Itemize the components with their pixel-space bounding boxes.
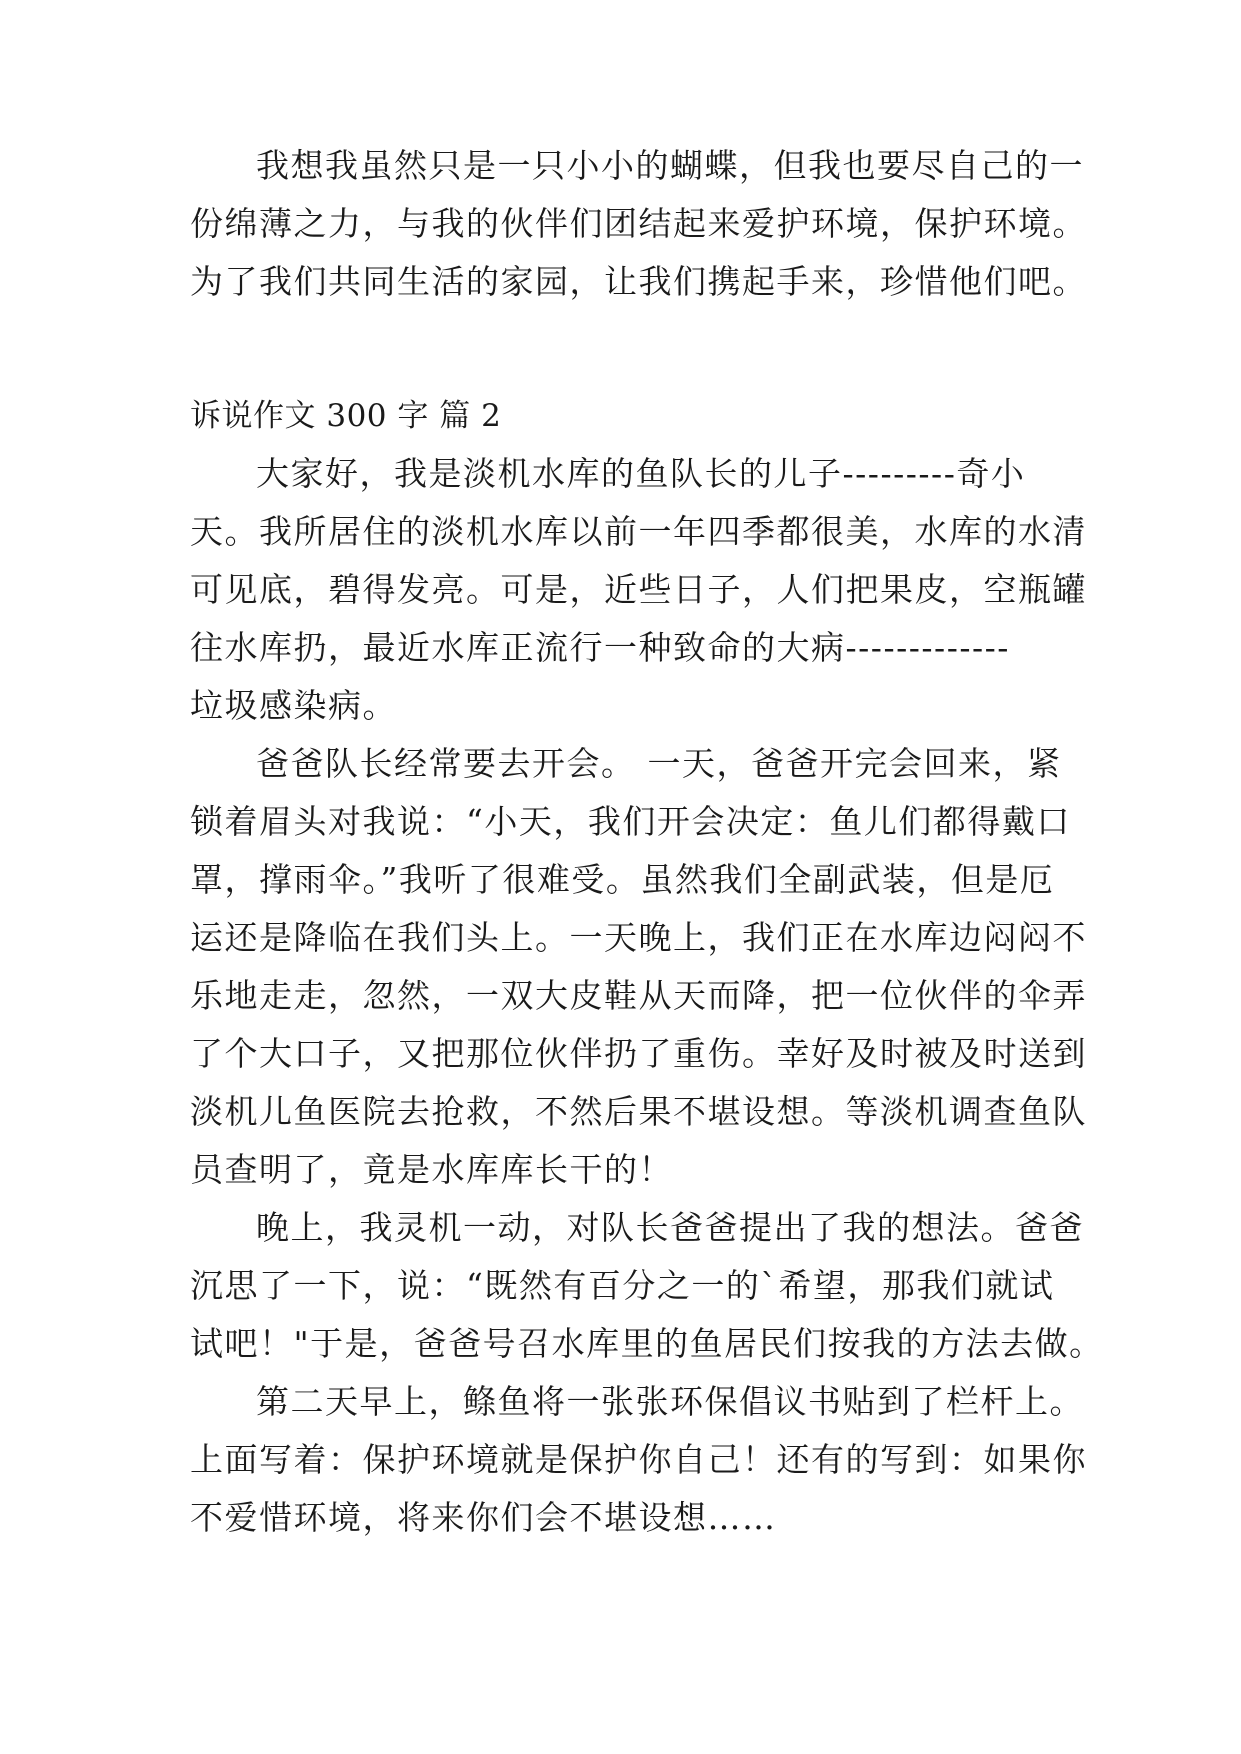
paragraph-4-line-1: 晚上，我灵机一动，对队长爸爸提出了我的想法。爸爸 xyxy=(256,1208,1084,1247)
paragraph-4-line-2: 沉思了一下，说：“既然有百分之一的`希望，那我们就试 xyxy=(190,1266,1055,1305)
paragraph-5-line-2: 上面写着：保护环境就是保护你自己！还有的写到：如果你 xyxy=(190,1440,1087,1479)
paragraph-2-line-4: 往水库扔，最近水库正流行一种致命的大病------------- xyxy=(190,628,1010,667)
paragraph-3-line-1: 爸爸队长经常要去开会。 一天，爸爸开完会回来，紧 xyxy=(256,744,1062,783)
paragraph-2-line-5: 垃圾感染病。 xyxy=(190,686,397,725)
paragraph-5-line-1: 第二天早上，鲦鱼将一张张环保倡议书贴到了栏杆上。 xyxy=(256,1382,1084,1421)
paragraph-3-line-2: 锁着眉头对我说：“小天，我们开会决定：鱼儿们都得戴口 xyxy=(190,802,1071,841)
paragraph-4-line-3: 试吧！"于是，爸爸号召水库里的鱼居民们按我的方法去做。 xyxy=(190,1324,1104,1363)
paragraph-1-line-2: 份绵薄之力，与我的伙伴们团结起来爱护环境，保护环境。 xyxy=(190,204,1087,243)
paragraph-3-line-8: 员查明了，竟是水库库长干的！ xyxy=(190,1150,673,1189)
paragraph-3-line-3: 罩，撑雨伞。”我听了很难受。虽然我们全副武装，但是厄 xyxy=(190,860,1055,899)
paragraph-3-line-4: 运还是降临在我们头上。一天晚上，我们正在水库边闷闷不 xyxy=(190,918,1087,957)
paragraph-2-line-1: 大家好，我是淡机水库的鱼队长的儿子---------奇小 xyxy=(256,454,1026,493)
paragraph-3-line-5: 乐地走走，忽然，一双大皮鞋从天而降，把一位伙伴的伞弄 xyxy=(190,976,1087,1015)
paragraph-2-line-3: 可见底，碧得发亮。可是，近些日子，人们把果皮，空瓶罐 xyxy=(190,570,1087,609)
paragraph-3-line-7: 淡机儿鱼医院去抢救，不然后果不堪设想。等淡机调查鱼队 xyxy=(190,1092,1087,1131)
paragraph-1-line-3: 为了我们共同生活的家园，让我们携起手来，珍惜他们吧。 xyxy=(190,262,1087,301)
paragraph-3-line-6: 了个大口子，又把那位伙伴扔了重伤。幸好及时被及时送到 xyxy=(190,1034,1087,1073)
paragraph-2-line-2: 天。我所居住的淡机水库以前一年四季都很美，水库的水清 xyxy=(190,512,1087,551)
section-heading: 诉说作文 300 字 篇 2 xyxy=(190,398,502,434)
paragraph-1-line-1: 我想我虽然只是一只小小的蝴蝶，但我也要尽自己的一 xyxy=(256,146,1084,185)
paragraph-5-line-3: 不爱惜环境，将来你们会不堪设想…… xyxy=(190,1498,777,1537)
